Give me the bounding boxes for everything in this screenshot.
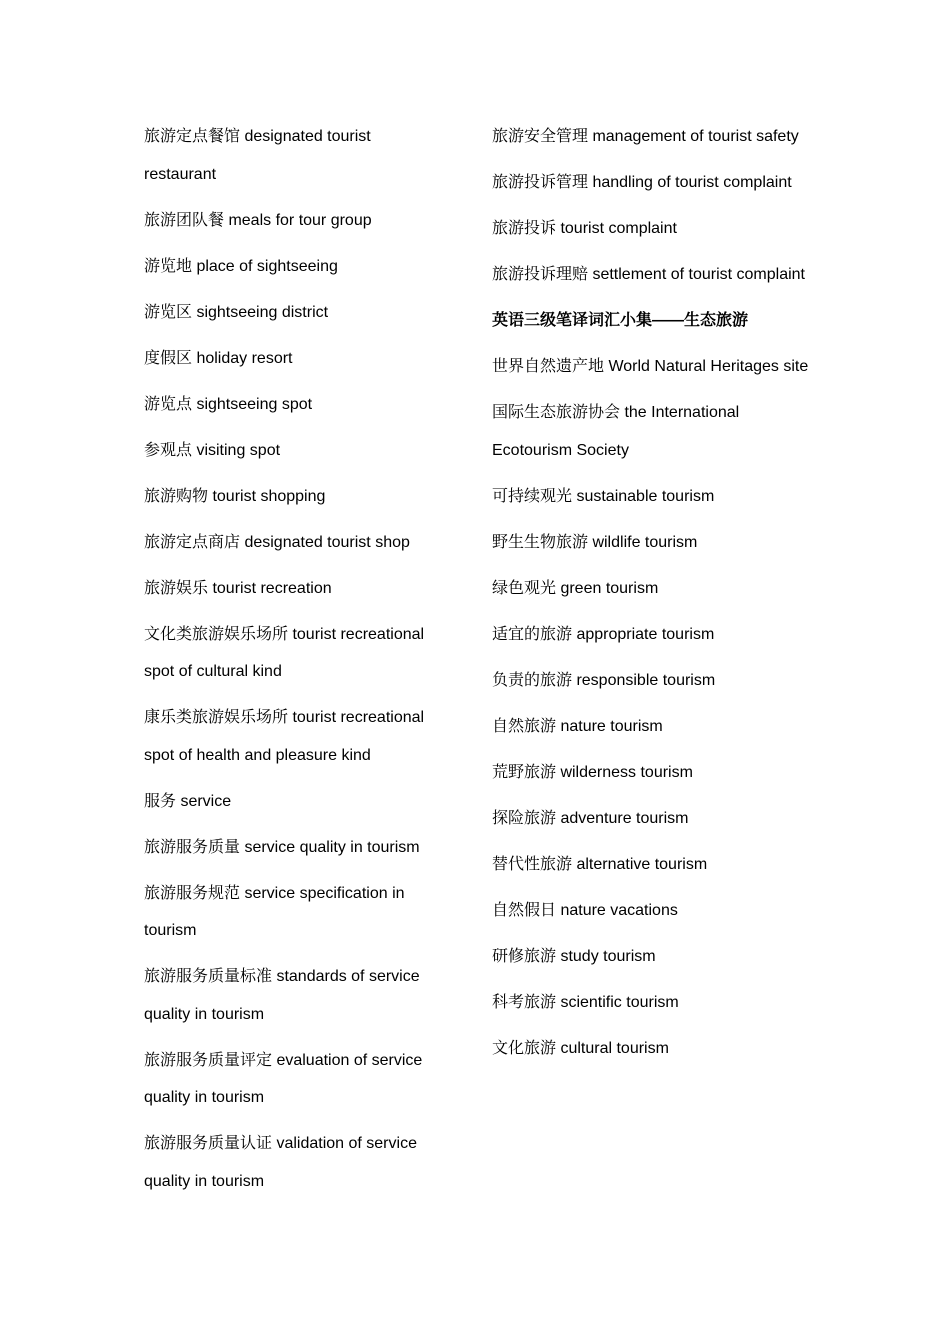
vocab-entry: 国际生态旅游协会 the International Ecotourism Society — [492, 404, 740, 459]
vocab-entry: 野生生物旅游 wildlife tourism — [492, 533, 698, 551]
vocab-entry: 游览地 place of sightseeing — [144, 257, 338, 275]
vocab-entry: 文化类旅游娱乐场所 tourist recreational spot of cultural kind — [144, 625, 425, 680]
vocab-entry: 自然旅游 nature tourism — [492, 717, 663, 735]
vocab-entry: 游览点 sightseeing spot — [144, 395, 313, 413]
vocab-entry: 研修旅游 study tourism — [492, 947, 656, 965]
vocab-entry: 旅游购物 tourist shopping — [144, 487, 326, 505]
vocab-entry: 旅游投诉管理 handling of tourist complaint — [492, 174, 792, 191]
vocab-entry: 荒野旅游 wilderness tourism — [492, 763, 693, 781]
vocab-entry: 旅游娱乐 tourist recreation — [144, 579, 332, 597]
vocab-entry: 旅游定点商店 designated tourist shop — [144, 533, 410, 551]
vocab-entry: 旅游投诉理赔 settlement of tourist complaint — [492, 266, 805, 283]
vocab-entry: 旅游服务质量评定 evaluation of service quality in tourism — [144, 1051, 423, 1106]
vocab-entry: 服务 service — [144, 792, 232, 810]
vocab-entry: 旅游投诉 tourist complaint — [492, 220, 677, 237]
vocab-entry: 绿色观光 green tourism — [492, 579, 659, 597]
vocab-entry: 可持续观光 sustainable tourism — [492, 487, 715, 505]
section-heading: 英语三级笔译词汇小集——生态旅游 — [492, 312, 749, 329]
vocab-entry: 探险旅游 adventure tourism — [492, 809, 689, 827]
vocab-entry: 替代性旅游 alternative tourism — [492, 855, 708, 873]
vocab-entry: 旅游团队餐 meals for tour group — [144, 211, 372, 229]
vocab-entry: 旅游服务质量认证 validation of service quality in tourism — [144, 1135, 417, 1190]
vocab-entry: 旅游服务规范 service specification in tourism — [144, 884, 405, 939]
vocab-entry: 旅游服务质量标准 standards of service quality in tourism — [144, 968, 420, 1023]
right-column — [492, 118, 817, 1076]
vocab-entry: 康乐类旅游娱乐场所 tourist recreational spot of health and pleasure kind — [144, 709, 425, 764]
vocab-entry: 旅游安全管理 management of tourist safety — [492, 128, 799, 145]
vocab-entry: 参观点 visiting spot — [144, 441, 281, 459]
vocab-entry: 适宜的旅游 appropriate tourism — [492, 625, 715, 643]
left-column — [144, 118, 444, 1209]
vocab-entry: 度假区 holiday resort — [144, 349, 293, 367]
vocab-entry: 旅游定点餐馆 designated tourist restaurant — [144, 128, 371, 183]
vocab-entry: 世界自然遗产地 World Natural Heritages site — [492, 358, 809, 375]
vocab-entry: 游览区 sightseeing district — [144, 303, 329, 321]
vocab-entry: 文化旅游 cultural tourism — [492, 1039, 669, 1057]
vocab-entry: 负责的旅游 responsible tourism — [492, 671, 716, 689]
vocab-entry: 旅游服务质量 service quality in tourism — [144, 838, 420, 856]
vocab-entry: 科考旅游 scientific tourism — [492, 993, 679, 1011]
vocab-entry: 自然假日 nature vacations — [492, 901, 678, 919]
